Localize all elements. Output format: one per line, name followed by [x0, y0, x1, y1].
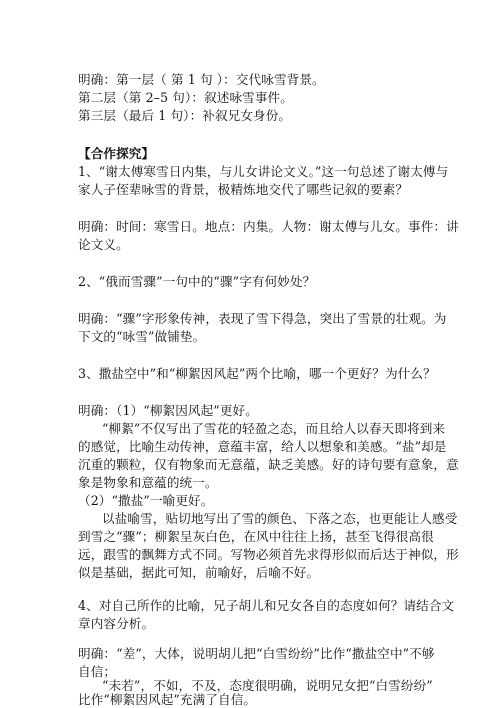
answer-2-line-2: 下文的“咏雪”做铺垫。 — [78, 329, 206, 344]
answer-3-para-2-line-2: 到雪之“骤”；柳絮呈灰白色，在风中往往上扬，甚至飞得很高很 — [78, 529, 434, 544]
question-1-line-2: 家人子侄辈咏雪的背景，极精炼地交代了哪些记叙的要素？ — [78, 182, 409, 197]
answer-layer-3: 第三层（最后 1 句）：补叙兄女身份。 — [78, 108, 292, 123]
section-heading: 【合作探究】 — [78, 146, 155, 161]
question-4-line-1: 4、对自己所作的比喻，兄子胡儿和兄女各自的态度如何？请结合文 — [78, 598, 455, 613]
answer-3-para-2-line-4: 似是基础，据此可知，前喻好，后喻不好。 — [78, 565, 320, 580]
answer-layer-1: 明确：第一层（ 第 1 句 ）：交代咏雪背景。 — [78, 72, 325, 87]
answer-3-heading-2: （2）“撒盐”一喻更好。 — [78, 493, 214, 508]
answer-1-line-1: 明确：时间：寒雪日。地点：内集。人物：谢太傅与儿女。事件：讲 — [78, 219, 459, 234]
answer-3-para-1-line-2: 的感觉，比喻生动传神，意蕴丰富，给人以想象和美感。“盐”却是 — [78, 439, 447, 454]
answer-4-line-1: 明确：“差”，大体，说明胡儿把“白雪纷纷”比作“撒盐空中”不够 — [78, 646, 435, 661]
answer-2-line-1: 明确：“骤”字形象传神，表现了雪下得急，突出了雪景的壮观。为 — [78, 311, 447, 326]
answer-4-line-4: 比作“柳絮因风起”充满了自信。 — [78, 692, 257, 707]
answer-3-para-1-line-3: 沉重的颗粒，仅有物象而无意蕴，缺乏美感。好的诗句要有意象，意 — [78, 457, 459, 472]
answer-3-para-2-line-1: 以盐喻雪，贴切地写出了雪的颜色、下落之态，也更能让人感受 — [102, 511, 458, 526]
answer-1-line-2: 论文义。 — [78, 237, 129, 252]
question-3: 3、撒盐空中”和“柳絮因风起”两个比喻，哪一个更好？为什么？ — [78, 366, 436, 381]
answer-3-para-1-line-1: “柳絮”不仅写出了雪花的轻盈之态，而且给人以春天即将到来 — [102, 421, 446, 436]
answer-4-line-2: 自信； — [78, 664, 117, 679]
answer-3-para-1-line-4: 象是物象和意蕴的统一。 — [78, 475, 218, 490]
answer-3-heading-1: 明确：（1）“柳絮因风起”更好。 — [78, 403, 258, 418]
answer-4-line-3: “未若”，不如，不及，态度很明确，说明兄女把“白雪纷纷” — [102, 678, 433, 693]
question-1-line-1: 1、“谢太傅寒雪日内集，与儿女讲论文义。”这一句总述了谢太傅与 — [78, 164, 449, 179]
answer-layer-2: 第二层（第 2–5 句）：叙述咏雪事件。 — [78, 90, 293, 105]
question-4-line-2: 章内容分析。 — [78, 616, 155, 631]
answer-3-para-2-line-3: 远，跟雪的飘舞方式不同。写物必须首先求得形似而后达于神似，形 — [78, 547, 459, 562]
question-2: 2、“俄而雪骤”一句中的“骤”字有何妙处？ — [78, 274, 316, 289]
